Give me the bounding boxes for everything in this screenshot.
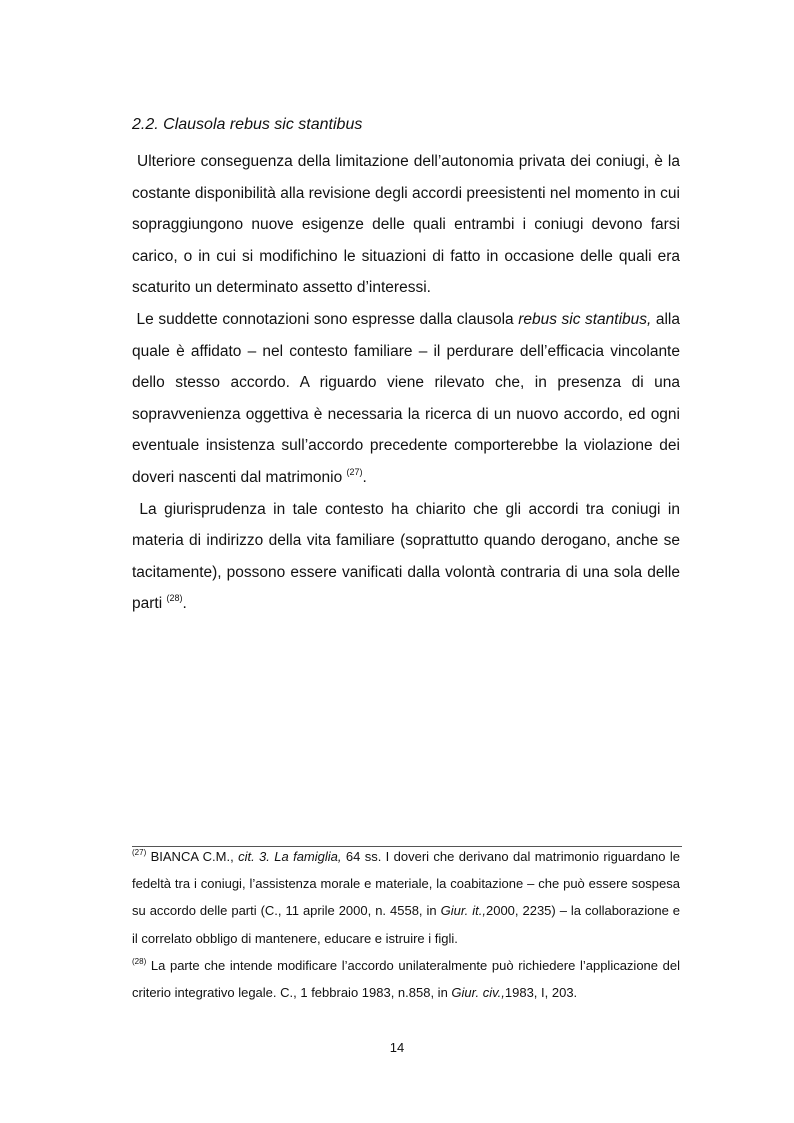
footnote-28-text-b: 1983, I, 203. <box>504 985 578 1001</box>
paragraph-3-end: . <box>182 595 187 613</box>
footnote-28 <box>132 952 680 1006</box>
paragraph-3-text: La giurisprudenza in tale contesto ha chiarito che gli accordi tra coniugi in materia di indirizzo della vita familiare (soprattutto quando derogano, anche se tacitamente), possono essere vanificati dalla volontà contraria di una sola delle parti <box>132 500 680 613</box>
paragraph-3 <box>132 494 680 620</box>
footnote-27-citation: cit. 3. La famiglia, <box>238 849 342 864</box>
section-heading: 2.2. Clausola rebus sic stantibus <box>132 116 363 133</box>
footnote-27-mark: (27) <box>132 848 147 857</box>
footnote-28-mark: (28) <box>132 956 147 966</box>
paragraph-1: Ulteriore conseguenza della limitazione dell’autonomia privata dei coniugi, è la costante disponibilità alla revisione degli accordi preesistenti nel momento in cui sopraggiungono nuove esigenze delle quali entrambi i coniugi devono farsi carico, o in cui si modifichino le situazioni di fatto in occasione delle quali era scaturito un determinato assetto d’interessi. <box>132 153 680 297</box>
body-text <box>132 146 680 620</box>
footnote-27-author: BIANCA C.M., <box>146 849 239 864</box>
footnote-ref-27[interactable]: (27) <box>346 466 363 477</box>
paragraph-2-end: . <box>362 468 367 486</box>
paragraph-2-italic: rebus sic stantibus, <box>518 310 652 328</box>
paragraph-2-text-a: Le suddette connotazioni sono espresse dalla clausola <box>136 310 519 328</box>
paragraph-2-text-b: alla quale è affidato – nel contesto familiare – il perdurare dell’efficacia vincolante dello stesso accordo. A riguardo viene rilevato che, in presenza di una sopravvenienza oggettiva è necessaria la ricerca di un nuovo accordo, ed ogni eventuale insistenza sull’accordo precedente comporterebbe la violazione dei doveri nascenti dal matrimonio <box>132 310 680 486</box>
footnotes <box>132 843 680 1006</box>
footnote-28-journal: Giur. civ., <box>451 985 505 1001</box>
page-number: 14 <box>389 1040 405 1055</box>
footnote-28-text-a: La parte che intende modificare l’accordo unilateralmente può richiedere l’applicazione del criterio integrativo legale. C., 1 febbraio 1983, n.858, in <box>132 957 680 1001</box>
footnote-27-text-b: 2000, 2235) – la collaborazione e il correlato obbligo di mantenere, educare e istruire i figli. <box>132 903 680 946</box>
footnote-27-text-a: 64 ss. I doveri che derivano dal matrimonio riguardano le fedeltà tra i coniugi, l’assistenza morale e materiale, la coabitazione – che può essere sospesa su accordo delle parti (C., 11 aprile 2000, n. 4558, in <box>132 849 680 919</box>
footnote-27-journal: Giur. it., <box>440 903 486 919</box>
paragraph-2 <box>132 304 680 494</box>
footnote-27 <box>132 843 680 952</box>
footnote-ref-28[interactable]: (28) <box>166 593 183 604</box>
